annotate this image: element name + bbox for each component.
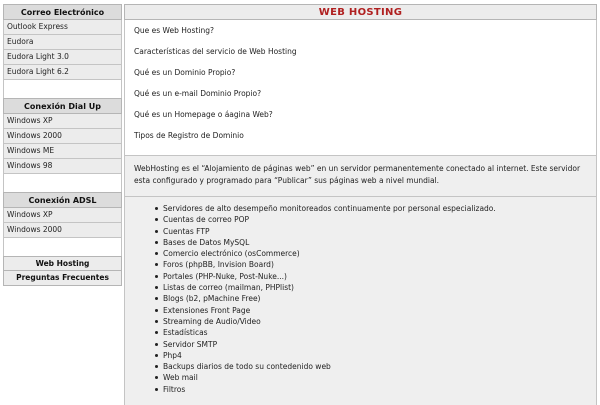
feature-item: [155, 259, 596, 270]
bullet-icon: [155, 343, 158, 346]
web-hosting-link[interactable]: Web Hosting: [3, 256, 122, 271]
bullet-icon: [155, 297, 158, 300]
feature-item: [155, 226, 596, 237]
bullet-icon: [155, 275, 158, 278]
feature-text: Backups diarios de todo su contedenido web: [163, 362, 331, 372]
bullet-icon: [155, 263, 158, 266]
faq-link-homepage[interactable]: Qué es un Homepage o áagina Web?: [134, 110, 273, 119]
sidebar-item-dialup-win2000[interactable]: Windows 2000: [3, 129, 122, 144]
feature-item: [155, 361, 596, 372]
bullet-icon: [155, 286, 158, 289]
features-list: [155, 203, 596, 395]
bullet-icon: [155, 354, 158, 357]
feature-item: [155, 293, 596, 304]
feature-text: Bases de Datos MySQL: [163, 237, 250, 247]
bullet-icon: [155, 320, 158, 323]
feature-item: [155, 305, 596, 316]
feature-item: [155, 248, 596, 259]
correo-section-header: Correo Electrónico: [3, 4, 122, 20]
feature-item: [155, 271, 596, 282]
feature-text: Filtros: [163, 384, 186, 394]
feature-text: Servidores de alto desempeño monitoreados continuamente por personal especializado.: [163, 204, 496, 213]
feature-text: Extensiones Front Page: [163, 305, 251, 315]
feature-item: [155, 282, 596, 293]
feature-item: [155, 203, 596, 214]
feature-text: Blogs (b2, pMachine Free): [163, 294, 261, 304]
sidebar-item-dialup-winxp[interactable]: Windows XP: [3, 114, 122, 129]
sidebar-item-dialup-winme[interactable]: Windows ME: [3, 144, 122, 159]
feature-item: [155, 237, 596, 248]
sidebar-item-outlook-express[interactable]: Outlook Express: [3, 20, 122, 35]
feature-item: [155, 316, 596, 327]
sidebar: [3, 4, 122, 286]
feature-item: [155, 327, 596, 338]
sidebar-spacer: [3, 174, 122, 192]
feature-text: Servidor SMTP: [163, 339, 218, 349]
feature-text: Php4: [163, 350, 182, 360]
sidebar-item-eudora-light-6[interactable]: Eudora Light 6.2: [3, 65, 122, 80]
sidebar-item-adsl-win2000[interactable]: Windows 2000: [3, 223, 122, 238]
faq-link-dominio-propio[interactable]: Qué es un Dominio Propio?: [134, 68, 236, 77]
faq-link-email-dominio[interactable]: Qué es un e-mail Dominio Propio?: [134, 89, 262, 98]
feature-text: Cuentas de correo POP: [163, 215, 250, 225]
main-content: [124, 4, 597, 405]
sidebar-item-adsl-winxp[interactable]: Windows XP: [3, 208, 122, 223]
feature-text: Listas de correo (mailman, PHPlist): [163, 283, 294, 293]
bullet-icon: [155, 207, 158, 210]
bullet-icon: [155, 252, 158, 255]
bullet-icon: [155, 218, 158, 221]
feature-text: Cuentas FTP: [163, 226, 210, 236]
faq-list: [124, 20, 597, 155]
sidebar-item-eudora-light-3[interactable]: Eudora Light 3.0: [3, 50, 122, 65]
preguntas-frecuentes-link[interactable]: Preguntas Frecuentes: [3, 271, 122, 286]
feature-text: Portales (PHP-Nuke, Post-Nuke...): [163, 271, 287, 281]
feature-item: [155, 372, 596, 383]
sidebar-spacer: [3, 238, 122, 256]
sidebar-item-eudora[interactable]: Eudora: [3, 35, 122, 50]
sidebar-item-dialup-win98[interactable]: Windows 98: [3, 159, 122, 174]
bullet-icon: [155, 230, 158, 233]
feature-item: [155, 339, 596, 350]
feature-text: Streaming de Audio/Video: [163, 316, 261, 326]
feature-item: [155, 384, 596, 395]
faq-link-que-es-web-hosting[interactable]: Que es Web Hosting?: [134, 26, 214, 35]
bullet-icon: [155, 241, 158, 244]
adsl-section-header: Conexión ADSL: [3, 192, 122, 208]
hosting-description: WebHosting es el “Alojamiento de páginas web” en un servidor permanentemente conectado al internet. Este servidor esta configurado y programado para “Publicar” sus páginas web a nivel mundial.: [124, 155, 597, 197]
bullet-icon: [155, 365, 158, 368]
bullet-icon: [155, 388, 158, 391]
faq-link-caracteristicas[interactable]: Características del servicio de Web Hosting: [134, 47, 297, 56]
sidebar-spacer: [3, 80, 122, 98]
bullet-icon: [155, 331, 158, 334]
bullet-icon: [155, 376, 158, 379]
dialup-section-header: Conexión Dial Up: [3, 98, 122, 114]
feature-item: [155, 350, 596, 361]
features-panel: [124, 197, 597, 405]
bullet-icon: [155, 309, 158, 312]
page-title: WEB HOSTING: [124, 4, 597, 20]
faq-link-tipos-registro[interactable]: Tipos de Registro de Dominio: [134, 131, 244, 140]
feature-text: Estadísticas: [163, 328, 208, 338]
feature-text: Web mail: [163, 373, 198, 383]
feature-text: Comercio electrónico (osCommerce): [163, 249, 300, 259]
feature-text: Foros (phpBB, Invision Board): [163, 260, 274, 270]
feature-item: [155, 214, 596, 225]
